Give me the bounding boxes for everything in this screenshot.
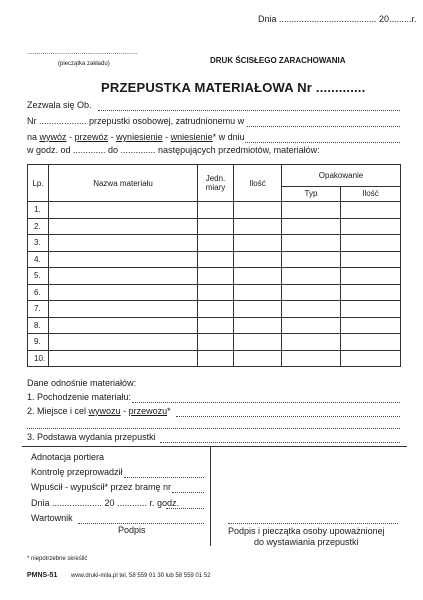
cell-pack-type[interactable] <box>282 251 341 268</box>
row-number: 6. <box>28 284 49 301</box>
porter-date-label: Dnia .................... 20 ............ r. godz. <box>31 498 180 508</box>
gate-fill[interactable] <box>172 492 204 493</box>
cell-qty[interactable] <box>234 251 282 268</box>
cell-unit[interactable] <box>198 317 234 334</box>
col-name: Nazwa materiału <box>49 165 198 202</box>
cell-unit[interactable] <box>198 301 234 318</box>
authorized-caption-2: do wystawiania przepustki <box>254 537 359 547</box>
cell-unit[interactable] <box>198 202 234 219</box>
option-wywoz[interactable]: wywóz <box>39 132 67 142</box>
table-row <box>28 202 401 219</box>
materials-heading: Dane odnośnie materiałów: <box>27 378 137 388</box>
document-title: PRZEPUSTKA MATERIAŁOWA Nr ............. <box>101 80 366 95</box>
cell-name[interactable] <box>49 251 198 268</box>
checked-by-fill[interactable] <box>124 477 204 478</box>
cell-qty[interactable] <box>234 284 282 301</box>
cell-name[interactable] <box>49 350 198 367</box>
day-fill-line[interactable] <box>245 142 400 143</box>
row-number: 10. <box>28 350 49 367</box>
date-label: * w dniu <box>212 132 245 142</box>
col-pack-qty: Ilość <box>341 186 401 201</box>
stamp-caption: (pieczątka zakładu) <box>58 61 110 67</box>
cell-unit[interactable] <box>198 350 234 367</box>
table-row <box>28 218 401 235</box>
table-row <box>28 284 401 301</box>
cell-qty[interactable] <box>234 317 282 334</box>
column-divider <box>210 446 211 546</box>
permit-fill-line[interactable] <box>98 110 400 111</box>
cell-pack-type[interactable] <box>282 350 341 367</box>
row-number: 5. <box>28 268 49 285</box>
col-qty: Ilość <box>234 165 282 202</box>
row-number: 8. <box>28 317 49 334</box>
cell-unit[interactable] <box>198 218 234 235</box>
cell-name[interactable] <box>49 301 198 318</box>
gate-label: Wpuścił - wypuścił* przez bramę nr <box>31 482 172 492</box>
separator: - <box>108 132 117 142</box>
cell-pack-type[interactable] <box>282 317 341 334</box>
porter-heading: Adnotacja portiera <box>31 452 105 462</box>
cell-name[interactable] <box>49 284 198 301</box>
cell-pack-type[interactable] <box>282 284 341 301</box>
cell-pack-type[interactable] <box>282 268 341 285</box>
table-row <box>28 268 401 285</box>
row-number: 1. <box>28 202 49 219</box>
materials-table <box>27 164 401 367</box>
cell-name[interactable] <box>49 334 198 351</box>
authorized-signature-fill[interactable] <box>228 523 398 524</box>
footnote: * niepotrzebne skreślić <box>27 556 88 562</box>
contact-info: www.druki-mila.pl tel. 58 559 01 30 lub 58 559 01 52 <box>71 573 211 579</box>
cell-pack-qty[interactable] <box>341 202 401 219</box>
cell-pack-qty[interactable] <box>341 334 401 351</box>
option-przewoz[interactable]: przewóz <box>74 132 109 142</box>
cell-pack-qty[interactable] <box>341 301 401 318</box>
destination-fill-line[interactable] <box>176 416 400 417</box>
cell-pack-qty[interactable] <box>341 350 401 367</box>
permit-label: Zezwala się Ob. <box>27 100 92 110</box>
cell-unit[interactable] <box>198 334 234 351</box>
cell-pack-qty[interactable] <box>341 268 401 285</box>
cell-pack-type[interactable] <box>282 218 341 235</box>
porter-signature-caption: Podpis <box>118 525 146 535</box>
col-lp: Lp. <box>28 165 49 202</box>
cell-pack-type[interactable] <box>282 301 341 318</box>
col-unit: Jedn. miary <box>198 165 234 202</box>
col-pack-type: Typ <box>282 186 341 201</box>
footnote-mark: * <box>167 406 171 416</box>
row-number: 7. <box>28 301 49 318</box>
table-row <box>28 317 401 334</box>
basis-fill-line[interactable] <box>160 442 400 443</box>
option-wyniesienie[interactable]: wyniesienie <box>116 132 163 142</box>
cell-name[interactable] <box>49 268 198 285</box>
checked-by-label: Kontrolę przeprowadził <box>31 467 123 477</box>
employer-fill-line[interactable] <box>247 126 400 127</box>
separator: - <box>120 406 129 416</box>
separator: - <box>66 132 75 142</box>
option-wniesienie[interactable]: wniesienie <box>170 132 213 142</box>
cell-qty[interactable] <box>234 218 282 235</box>
permit-line <box>27 100 92 110</box>
cell-qty[interactable] <box>234 202 282 219</box>
pass-number-label: Nr ................... <box>27 116 87 126</box>
cell-unit[interactable] <box>198 235 234 252</box>
cell-qty[interactable] <box>234 350 282 367</box>
cell-pack-qty[interactable] <box>341 317 401 334</box>
table-row <box>28 301 401 318</box>
cell-qty[interactable] <box>234 268 282 285</box>
cell-pack-qty[interactable] <box>341 235 401 252</box>
cell-unit[interactable] <box>198 268 234 285</box>
destination-label: 2. Miejsce i cel <box>27 406 87 416</box>
cell-unit[interactable] <box>198 284 234 301</box>
pass-number-line <box>27 116 244 126</box>
guard-fill[interactable] <box>78 523 204 524</box>
col-packaging: Opakowanie <box>282 165 401 187</box>
separator: - <box>162 132 171 142</box>
cell-name[interactable] <box>49 202 198 219</box>
table-row <box>28 251 401 268</box>
destination-line <box>27 406 171 416</box>
row-number: 4. <box>28 251 49 268</box>
cell-qty[interactable] <box>234 235 282 252</box>
basis-label: 3. Podstawa wydania przepustki <box>27 432 156 442</box>
stamp-dots: ......................................................... <box>27 49 138 56</box>
cell-name[interactable] <box>49 317 198 334</box>
option-przewozu[interactable]: przewozu <box>128 406 168 416</box>
section-divider <box>22 446 407 447</box>
strict-print-label: DRUK ŚCISŁEGO ZARACHOWANIA <box>210 56 346 65</box>
row-number: 2. <box>28 218 49 235</box>
cell-name[interactable] <box>49 235 198 252</box>
na-label: na <box>27 132 38 142</box>
transport-type-line <box>27 132 245 142</box>
porter-time-fill[interactable] <box>166 508 204 509</box>
cell-unit[interactable] <box>198 251 234 268</box>
table-row <box>28 350 401 367</box>
destination-fill-line-2[interactable] <box>27 428 400 429</box>
origin-fill-line[interactable] <box>132 402 400 403</box>
cell-pack-type[interactable] <box>282 235 341 252</box>
cell-qty[interactable] <box>234 301 282 318</box>
cell-pack-type[interactable] <box>282 334 341 351</box>
employed-label: przepustki osobowej, zatrudnionemu w <box>89 116 245 126</box>
date-line: Dnia ....................................... 20.........r. <box>258 14 417 24</box>
cell-pack-qty[interactable] <box>341 218 401 235</box>
row-number: 9. <box>28 334 49 351</box>
hours-line: w godz. od ............. do .............. następujących przedmiotów, materiałów: <box>27 145 320 155</box>
row-number: 3. <box>28 235 49 252</box>
cell-pack-qty[interactable] <box>341 284 401 301</box>
cell-name[interactable] <box>49 218 198 235</box>
table-row <box>28 334 401 351</box>
cell-pack-type[interactable] <box>282 202 341 219</box>
option-wywozu[interactable]: wywozu <box>88 406 121 416</box>
cell-pack-qty[interactable] <box>341 251 401 268</box>
origin-label: 1. Pochodzenie materiału: <box>27 392 132 402</box>
guard-label: Wartownik <box>31 513 73 523</box>
cell-qty[interactable] <box>234 334 282 351</box>
table-row <box>28 235 401 252</box>
authorized-caption-1: Podpis i pieczątka osoby upoważnionej <box>228 526 385 536</box>
form-code: PMNS-51 <box>27 572 58 579</box>
